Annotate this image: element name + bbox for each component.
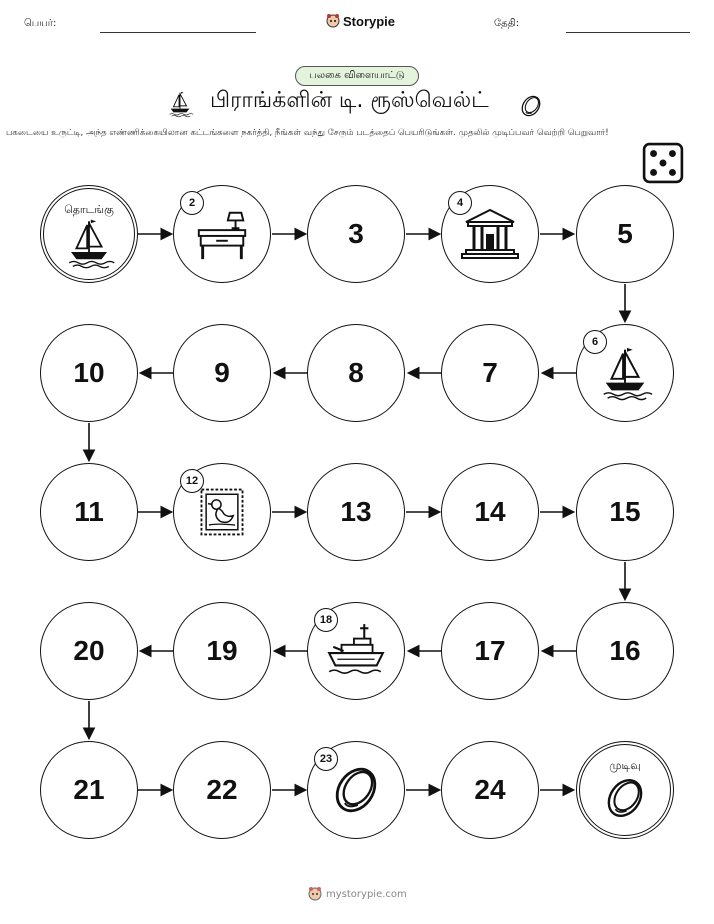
space-number: 3 — [348, 218, 364, 249]
date-label: தேதி: — [494, 18, 520, 29]
space-number: 7 — [482, 357, 498, 388]
space-number: 13 — [340, 496, 372, 527]
board-space-24 — [441, 741, 539, 839]
space-number: 11 — [74, 496, 104, 527]
board-space-21 — [40, 741, 138, 839]
space-number: 10 — [73, 357, 105, 388]
board-space-14 — [441, 463, 539, 561]
battleship-icon — [325, 620, 387, 682]
space-number-badge: 4 — [448, 191, 472, 215]
start-label: தொடங்கு — [64, 203, 114, 216]
sailboat-icon — [596, 344, 654, 402]
space-number: 5 — [617, 218, 633, 249]
duck-stamp-icon — [194, 484, 250, 540]
space-number-badge: 2 — [180, 191, 204, 215]
board-space-11 — [40, 463, 138, 561]
board-space-15 — [576, 463, 674, 561]
board-space-8 — [307, 324, 405, 422]
space-number: 24 — [474, 774, 506, 805]
board-space-17 — [441, 602, 539, 700]
board-space-13 — [307, 463, 405, 561]
space-number: 20 — [73, 635, 105, 666]
space-number-badge: 18 — [314, 608, 338, 632]
board-space-22 — [173, 741, 271, 839]
space-number: 21 — [73, 774, 105, 805]
space-number: 8 — [348, 357, 364, 388]
instructions: பகடையை உருட்டி, அந்த எண்ணிக்கையிலான கட்டங்களை நகர்த்தி, நீங்கள் வந்து சேரும் படத்தைப் பெயரிடுங்கள். முதலில் முடிப்பவர் வெற்றி பெறுவார்! — [6, 128, 609, 138]
footer-url[interactable]: mystorypie.com — [326, 888, 407, 900]
board-space-10 — [40, 324, 138, 422]
sailboat-icon — [62, 216, 116, 270]
brand-name: Storypie — [343, 13, 396, 29]
space-number: 19 — [206, 635, 238, 666]
name-label: பெயர்: — [24, 18, 57, 29]
board-space-9 — [173, 324, 271, 422]
space-number: 17 — [474, 635, 506, 666]
space-number: 14 — [474, 496, 506, 527]
board-space-3 — [307, 185, 405, 283]
board-space-7 — [441, 324, 539, 422]
government-building-icon — [460, 204, 520, 264]
space-number-badge: 23 — [314, 747, 338, 771]
space-number: 15 — [609, 496, 641, 527]
board-space-finish — [576, 741, 674, 839]
ring-icon — [328, 762, 384, 818]
board-space-20 — [40, 602, 138, 700]
finish-label: முடிவு — [609, 759, 641, 772]
footer — [308, 886, 407, 902]
space-number: 22 — [206, 774, 238, 805]
board-space-start — [40, 185, 138, 283]
desk-lamp-icon — [193, 205, 251, 263]
space-number-badge: 12 — [180, 469, 204, 493]
space-number-badge: 6 — [583, 330, 607, 354]
space-number: 9 — [214, 357, 230, 388]
ring-icon — [601, 774, 649, 822]
space-number: 16 — [609, 635, 641, 666]
board-space-19 — [173, 602, 271, 700]
board-space-5 — [576, 185, 674, 283]
storypie-mascot-icon — [308, 886, 322, 902]
board-space-16 — [576, 602, 674, 700]
page-title: பிராங்க்ளின் டி. ரூஸ்வெல்ட் — [210, 88, 489, 113]
board-game-badge: பலகை விளையாட்டு — [295, 66, 419, 86]
